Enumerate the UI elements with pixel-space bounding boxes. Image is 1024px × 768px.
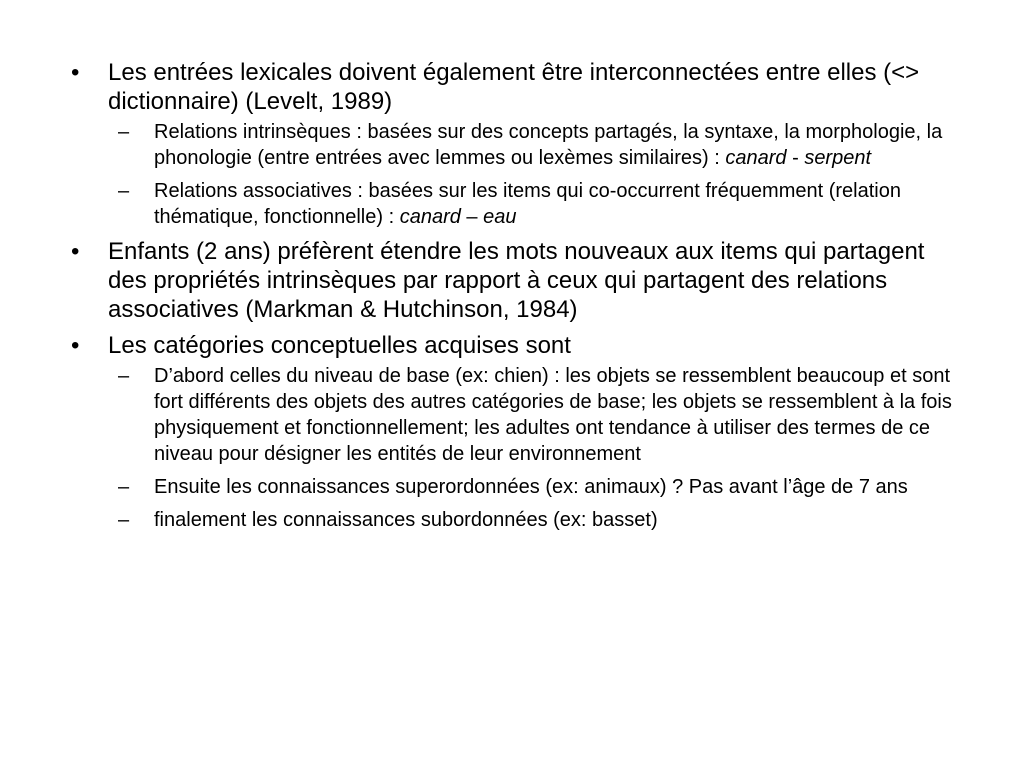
bullet-text: Enfants (2 ans) préfèrent étendre les mots nouveaux aux items qui partagent des propriétés intrinsèques par rapport à ceux qui partagent des relations associatives (Markman & Hutchinson, 1984) <box>108 238 925 323</box>
bullet-conceptual-categories <box>64 331 969 533</box>
sub-item-text: Relations intrinsèques : basées sur des concepts partagés, la syntaxe, la morphologie, la phonologie (entre entrées avec lemmes ou lexèmes similaires) : <box>154 121 943 169</box>
dash-marker: – <box>118 180 130 202</box>
bullet-list <box>64 58 969 540</box>
sub-item-associative-relations <box>108 178 969 230</box>
example-word: canard <box>399 206 461 228</box>
dash-marker: – <box>118 365 130 387</box>
dash-marker: – <box>118 509 130 531</box>
sub-item-superordinate <box>108 474 969 500</box>
bullet-marker: • <box>71 332 80 359</box>
sub-list <box>108 363 969 533</box>
bullet-text: Les catégories conceptuelles acquises sont <box>108 332 571 359</box>
sub-item-text: Relations associatives : basées sur les items qui co-occurrent fréquemment (relation thématique, fonctionnelle) : <box>154 180 901 228</box>
bullet-lexical-entries <box>64 58 969 230</box>
bullet-marker: • <box>71 238 80 265</box>
example-word: serpent <box>804 147 872 169</box>
sub-item-text: Ensuite les connaissances superordonnées (ex: animaux) ? Pas avant l’âge de 7 ans <box>154 476 908 498</box>
bullet-children-preference <box>64 237 969 324</box>
sub-item-text: D’abord celles du niveau de base (ex: chien) : les objets se ressemblent beaucoup et sont fort différents des objets des autres catégories de base; les objets se ressemblent à la fois physiquement et fonctionnellement; les adultes ont tendance à utiliser des termes de ce niveau pour désigner les entités de leur environnement <box>154 365 952 465</box>
sub-item-text: finalement les connaissances subordonnées (ex: basset) <box>154 509 658 531</box>
dash-marker: – <box>118 476 130 498</box>
example-separator: – <box>460 206 484 228</box>
sub-item-basic-level <box>108 363 969 467</box>
example-separator: - <box>786 147 805 169</box>
sub-item-intrinsic-relations <box>108 119 969 171</box>
bullet-marker: • <box>71 59 80 86</box>
sub-item-subordinate <box>108 507 969 533</box>
sub-list <box>108 119 969 230</box>
example-word: eau <box>483 206 517 228</box>
bullet-text: Les entrées lexicales doivent également être interconnectées entre elles (<> dictionnaire) (Levelt, 1989) <box>108 59 920 115</box>
example-word: canard <box>725 147 787 169</box>
dash-marker: – <box>118 121 130 143</box>
